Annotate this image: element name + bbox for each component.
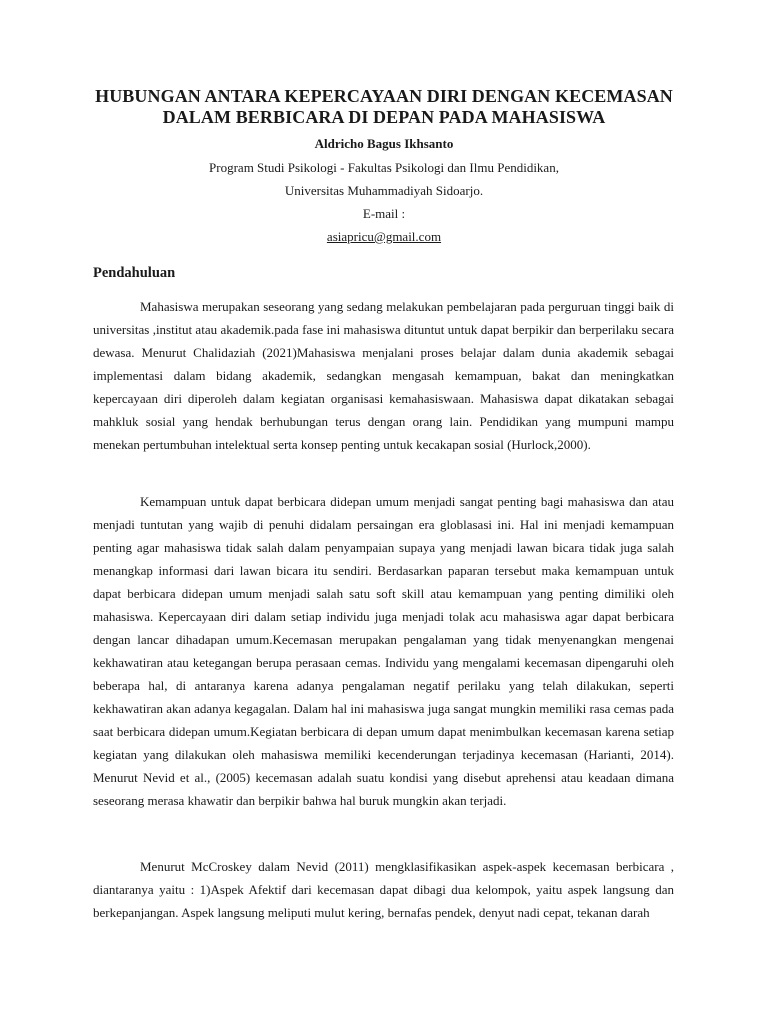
title-line-1: HUBUNGAN ANTARA KEPERCAYAAN DIRI DENGAN KECEMASAN: [95, 86, 673, 106]
email-line: [60, 229, 708, 245]
document-title: [60, 86, 708, 128]
affiliation-line-2: Universitas Muhammadiyah Sidoarjo.: [284, 183, 484, 198]
affiliation-line-1: Program Studi Psikologi - Fakultas Psikologi dan Ilmu Pendidikan,: [209, 160, 559, 175]
title-line-2: DALAM BERBICARA DI DEPAN PADA MAHASISWA: [162, 107, 606, 127]
body-paragraph-2: Kemampuan untuk dapat berbicara didepan umum menjadi sangat penting bagi mahasiswa dan atau menjadi tuntutan yang wajib di penuhi didalam persaingan era globlasasi ini. Hal ini menjadi kemampuan penting agar mahasiswa tidak salah dalam penyampaian supaya yang menjadi lawan bicara tidak juga salah menangkap informasi dari lawan bicara itu sendiri. Berdasarkan paparan tersebut maka kemampuan untuk dapat berbicara didepan umum menjadi salah satu soft skill atau kemampuan yang penting dimiliki oleh mahasiswa. Kepercayaan diri dalam setiap individu juga menjadi tolak acu mahasiswa agar dapat berbicara dengan lancar dihadapan umum.Kecemasan merupakan pengalaman yang tidak menyenangkan mengenai kekhawatiran atau ketegangan berupa perasaan cemas. Individu yang mengalami kecemasan dipengaruhi oleh beberapa hal, di antaranya karena adanya pengalaman negatif perilaku yang telah dilakukan, seperti kekhawatiran akan adanya kegagalan. Dalam hal ini mahasiswa juga sangat mungkin memiliki rasa cemas pada saat berbicara didepan umum.Kegiatan berbicara di depan umum dapat menimbulkan kecemasan karena setiap kegiatan yang dilakukan oleh mahasiswa memiliki kecenderungan terjadinya kecemasan (Harianti, 2014). Menurut Nevid et al., (2005) kecemasan adalah suatu kondisi yang disebut aprehensi atau keadaan dimana seseorang merasa khawatir dan berpikir bahwa hal buruk mungkin akan terjadi.: [93, 494, 674, 808]
author-name: Aldricho Bagus Ikhsanto: [314, 136, 454, 151]
body-paragraph-3: Menurut McCroskey dalam Nevid (2011) mengklasifikasikan aspek-aspek kecemasan berbicara , diantaranya yaitu : 1)Aspek Afektif dari kecemasan dapat dibagi dua kelompok, yaitu aspek langsung dan berkepanjangan. Aspek langsung meliputi mulut kering, bernafas pendek, denyut nadi cepat, tekanan darah: [93, 859, 674, 920]
section-heading: Pendahuluan: [93, 265, 176, 281]
email-label: E-mail :: [362, 206, 406, 221]
email-link[interactable]: asiapricu@gmail.com: [326, 229, 442, 244]
body-paragraph-1: Mahasiswa merupakan seseorang yang sedang melakukan pembelajaran pada perguruan tinggi baik di universitas ,institut atau akademik.pada fase ini mahasiswa dituntut untuk dapat berpikir dan berperilaku secara dewasa. Menurut Chalidaziah (2021)Mahasiswa menjalani proses belajar dalam dunia akademik sebagai implementasi dalam bidang akademik, sedangkan mengasah kemampuan, bakat dan meningkatkan kepercayaan diri diperoleh dalam kegiatan organisasi kemahasiswaan. Mahasiswa dapat dikatakan sebagai mahkluk sosial yang hendak berhubungan terus dengan orang lain. Pendidikan yang mumpuni mampu menekan pertumbuhan intelektual serta konsep penting untuk kecakapan sosial (Hurlock,2000).: [93, 299, 674, 452]
